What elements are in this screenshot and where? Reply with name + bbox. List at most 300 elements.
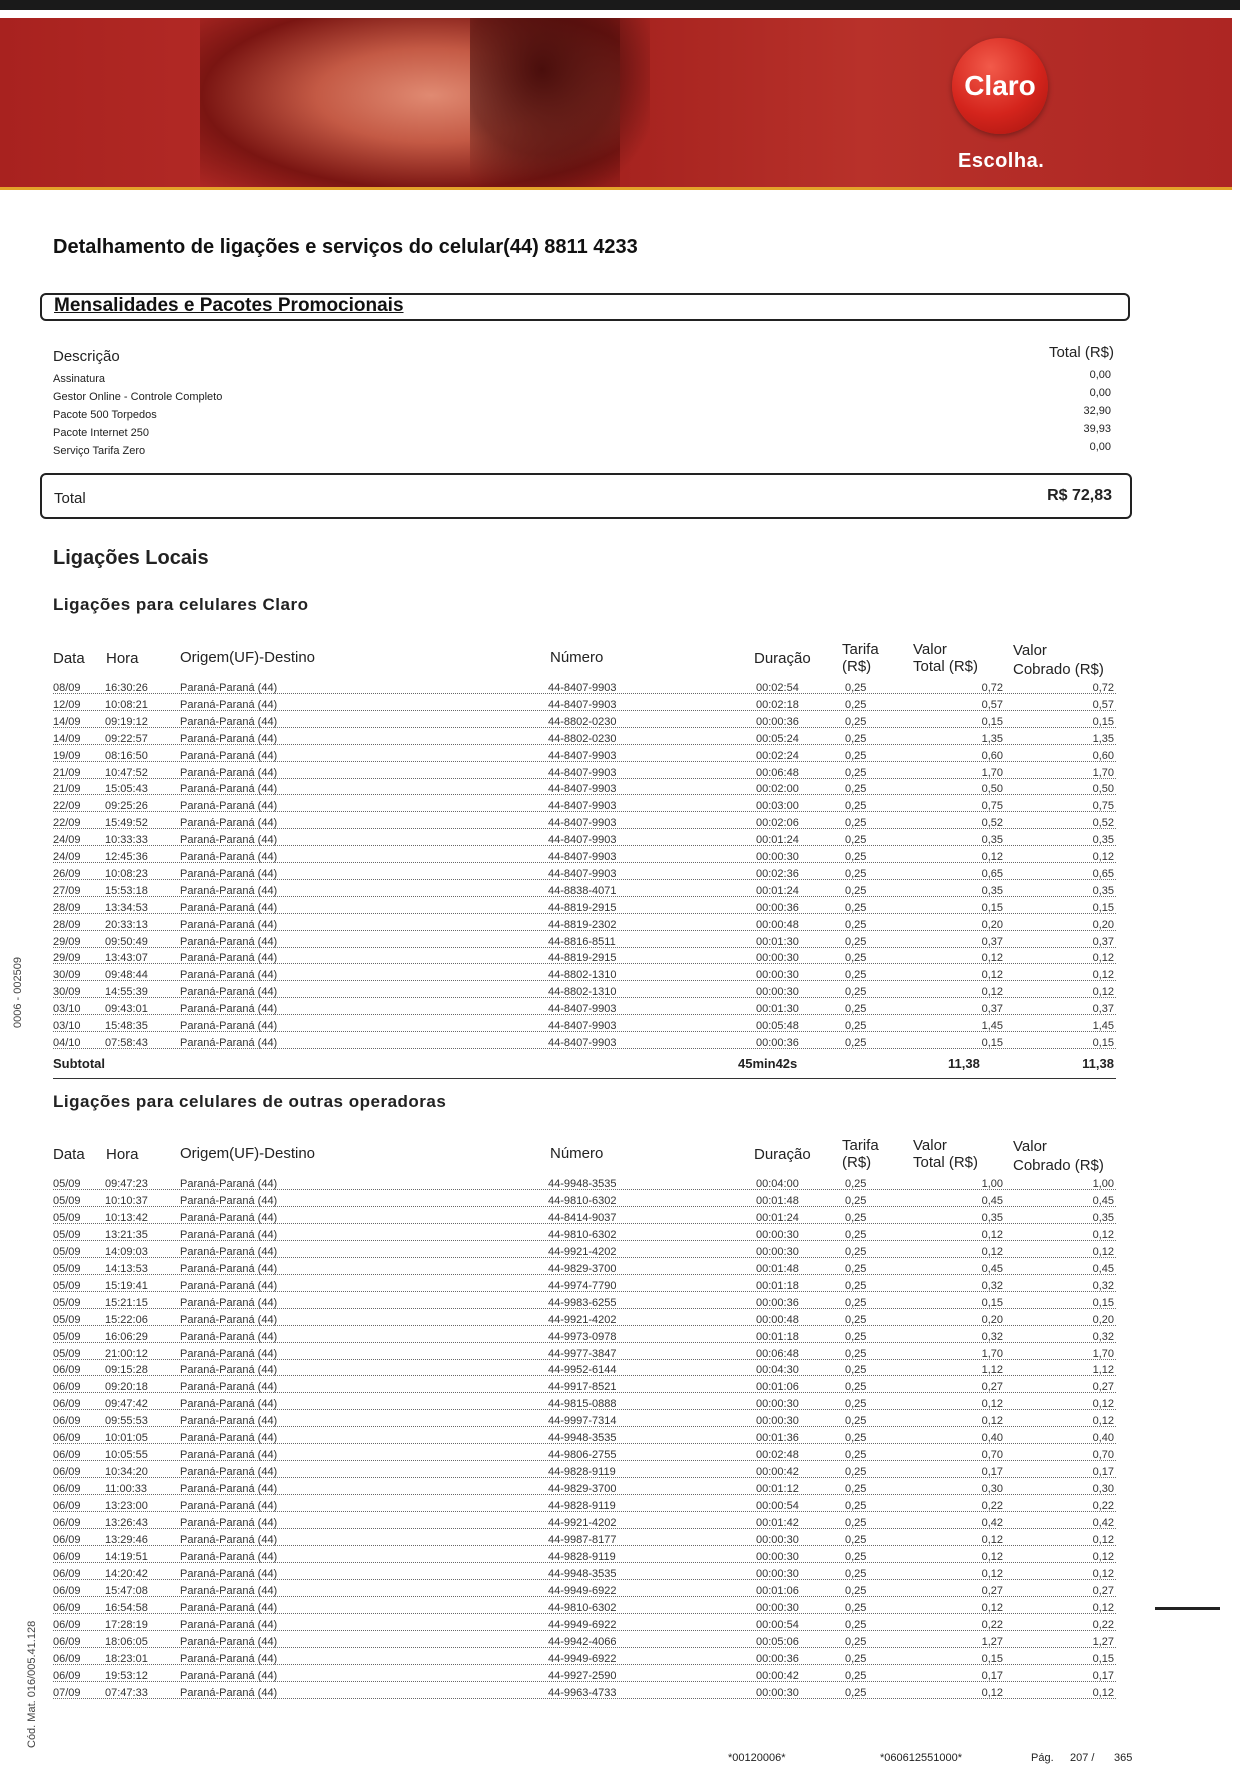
call-rate: 0,25 (845, 1398, 867, 1411)
call-date: 27/09 (53, 884, 81, 897)
call-time: 09:55:53 (105, 1415, 148, 1428)
call-time: 10:08:21 (105, 698, 148, 711)
call-time: 15:48:35 (105, 1020, 148, 1032)
call-duration: 00:01:48 (756, 1194, 799, 1207)
total-label: Total (54, 490, 86, 507)
call-value-total: 0,45 (981, 1262, 1003, 1275)
service-value: 0,00 (1089, 441, 1111, 453)
footer-page: 207 / (1070, 1752, 1095, 1764)
call-route: Paraná-Paraná (44) (180, 918, 278, 931)
call-value-total: 0,70 (981, 1449, 1003, 1462)
call-time: 13:29:46 (105, 1533, 148, 1546)
call-route: Paraná-Paraná (44) (180, 1483, 278, 1496)
call-value-charged: 0,12 (1092, 1601, 1114, 1614)
col-duracao: Duração (754, 650, 811, 667)
call-value-total: 0,20 (981, 1313, 1003, 1326)
service-label: Serviço Tarifa Zero (53, 445, 146, 457)
call-duration: 00:02:36 (756, 867, 799, 880)
call-route: Paraná-Paraná (44) (180, 1635, 278, 1648)
call-route: Paraná-Paraná (44) (180, 1398, 278, 1411)
table-row (53, 984, 1116, 1001)
call-value-total: 0,12 (981, 1567, 1003, 1580)
service-value: 0,00 (1089, 387, 1111, 399)
call-value-total: 0,32 (981, 1330, 1003, 1343)
col-valor-total-top: Valor (913, 1137, 947, 1154)
call-value-total: 0,30 (981, 1483, 1003, 1496)
call-rate: 0,25 (845, 1364, 867, 1377)
call-date: 05/09 (53, 1313, 81, 1326)
call-rate: 0,25 (845, 1601, 867, 1614)
call-rate: 0,25 (845, 1635, 867, 1648)
call-number: 44-9997-7314 (548, 1415, 617, 1428)
call-value-charged: 0,15 (1092, 1036, 1114, 1049)
service-value: 39,93 (1083, 423, 1111, 435)
call-date: 05/09 (53, 1245, 81, 1258)
call-rate: 0,25 (845, 1432, 867, 1445)
call-duration: 00:05:06 (756, 1635, 799, 1648)
col-total: Total (R$) (1048, 344, 1114, 361)
call-value-total: 0,12 (981, 1686, 1003, 1699)
call-route: Paraná-Paraná (44) (180, 851, 278, 863)
call-time: 13:23:00 (105, 1500, 148, 1513)
call-value-charged: 1,27 (1092, 1635, 1114, 1648)
call-rate: 0,25 (845, 1567, 867, 1580)
call-number: 44-9829-3700 (548, 1262, 617, 1275)
table-row (53, 1617, 1116, 1634)
col-hora: Hora (106, 1146, 139, 1163)
call-route: Paraná-Paraná (44) (180, 1381, 278, 1394)
call-duration: 00:02:18 (756, 698, 799, 711)
call-duration: 00:03:00 (756, 800, 799, 813)
call-date: 05/09 (53, 1262, 81, 1275)
call-number: 44-8407-9903 (548, 783, 617, 796)
table-row (53, 1244, 1116, 1261)
call-time: 13:43:07 (105, 952, 148, 965)
call-duration: 00:00:36 (756, 715, 799, 728)
call-time: 14:20:42 (105, 1567, 148, 1580)
call-rate: 0,25 (845, 1178, 867, 1190)
call-date: 06/09 (53, 1364, 81, 1377)
call-value-total: 0,35 (981, 1211, 1003, 1224)
call-number: 44-8407-9903 (548, 682, 617, 694)
call-rate: 0,25 (845, 1669, 867, 1682)
table-row (53, 1498, 1116, 1515)
call-route: Paraná-Paraná (44) (180, 901, 278, 914)
call-route: Paraná-Paraná (44) (180, 834, 278, 847)
call-value-charged: 1,45 (1092, 1020, 1114, 1032)
call-value-total: 0,42 (981, 1517, 1003, 1529)
call-value-total: 1,70 (981, 1347, 1003, 1360)
call-rate: 0,25 (845, 800, 867, 813)
call-duration: 00:01:48 (756, 1262, 799, 1275)
call-date: 22/09 (53, 800, 81, 813)
call-rate: 0,25 (845, 952, 867, 965)
call-route: Paraná-Paraná (44) (180, 1296, 278, 1309)
call-value-charged: 0,57 (1092, 698, 1114, 711)
call-number: 44-8407-9903 (548, 834, 617, 847)
call-date: 05/09 (53, 1194, 81, 1207)
col-data: Data (53, 1146, 85, 1163)
call-route: Paraná-Paraná (44) (180, 1364, 278, 1377)
call-duration: 00:00:48 (756, 918, 799, 931)
call-value-charged: 0,30 (1092, 1483, 1114, 1496)
call-time: 09:43:01 (105, 1003, 148, 1016)
call-duration: 00:02:24 (756, 749, 799, 762)
call-route: Paraná-Paraná (44) (180, 1036, 278, 1049)
call-duration: 00:00:30 (756, 986, 799, 999)
table-row (53, 1018, 1116, 1035)
call-duration: 00:00:30 (756, 851, 799, 863)
total-box (40, 473, 1132, 519)
table-row (53, 950, 1116, 967)
call-duration: 00:00:42 (756, 1669, 799, 1682)
call-route: Paraná-Paraná (44) (180, 1003, 278, 1016)
call-number: 44-9949-6922 (548, 1584, 617, 1597)
call-time: 10:34:20 (105, 1466, 148, 1479)
call-duration: 00:05:24 (756, 732, 799, 745)
call-value-charged: 0,60 (1092, 749, 1114, 762)
call-value-charged: 0,12 (1092, 952, 1114, 965)
call-value-charged: 0,75 (1092, 800, 1114, 813)
call-number: 44-9977-3847 (548, 1347, 617, 1360)
footer-code-2: *060612551000* (880, 1752, 962, 1764)
call-value-charged: 0,12 (1092, 969, 1114, 982)
call-rate: 0,25 (845, 1330, 867, 1343)
call-value-total: 1,35 (981, 732, 1003, 745)
call-number: 44-9948-3535 (548, 1178, 617, 1190)
call-number: 44-9810-6302 (548, 1228, 617, 1241)
call-rate: 0,25 (845, 867, 867, 880)
call-date: 06/09 (53, 1635, 81, 1648)
call-value-charged: 1,00 (1092, 1178, 1114, 1190)
col-tarifa-unit: (R$) (842, 658, 872, 675)
table-row (53, 748, 1116, 765)
call-number: 44-9828-9119 (548, 1500, 616, 1513)
footer-page-label: Pág. (1031, 1752, 1054, 1764)
call-value-charged: 1,35 (1092, 732, 1114, 745)
call-value-total: 0,17 (981, 1466, 1003, 1479)
call-date: 06/09 (53, 1669, 81, 1682)
call-rate: 0,25 (845, 986, 867, 999)
table-row (53, 1651, 1116, 1668)
call-rate: 0,25 (845, 901, 867, 914)
call-value-total: 0,57 (981, 698, 1003, 711)
col-valor-total: Total (R$) (913, 1154, 979, 1171)
table-row (53, 680, 1116, 697)
table-row (53, 1600, 1116, 1617)
call-route: Paraná-Paraná (44) (180, 682, 278, 694)
call-number: 44-8407-9903 (548, 1003, 617, 1016)
call-time: 10:10:37 (105, 1194, 148, 1207)
call-number: 44-9974-7790 (548, 1279, 617, 1292)
call-value-charged: 0,12 (1092, 1398, 1114, 1411)
call-value-total: 0,12 (981, 986, 1003, 999)
call-number: 44-9921-4202 (548, 1245, 617, 1258)
call-duration: 00:00:30 (756, 1398, 799, 1411)
call-value-total: 0,40 (981, 1432, 1003, 1445)
table-row (53, 1515, 1116, 1532)
call-duration: 00:00:36 (756, 901, 799, 914)
call-route: Paraná-Paraná (44) (180, 732, 278, 745)
call-value-charged: 0,50 (1092, 783, 1114, 796)
subtotal-rule (53, 1078, 1116, 1079)
call-value-charged: 1,12 (1092, 1364, 1114, 1377)
call-rate: 0,25 (845, 1228, 867, 1241)
call-value-total: 0,75 (981, 800, 1003, 813)
call-duration: 00:00:30 (756, 1245, 799, 1258)
table-row (53, 866, 1116, 883)
slogan: Escolha. (958, 150, 1045, 172)
call-route: Paraná-Paraná (44) (180, 1500, 278, 1513)
call-value-total: 0,35 (981, 834, 1003, 847)
table-row (53, 731, 1116, 748)
call-rate: 0,25 (845, 1020, 867, 1032)
call-value-charged: 0,42 (1092, 1517, 1114, 1529)
call-time: 15:49:52 (105, 817, 148, 830)
call-number: 44-9828-9119 (548, 1550, 616, 1563)
call-date: 06/09 (53, 1601, 81, 1614)
table-row (53, 1464, 1116, 1481)
table-row (53, 832, 1116, 849)
call-date: 05/09 (53, 1296, 81, 1309)
call-rate: 0,25 (845, 1003, 867, 1016)
service-label: Pacote Internet 250 (53, 427, 150, 439)
table-row (53, 917, 1116, 934)
call-rate: 0,25 (845, 1483, 867, 1496)
call-date: 06/09 (53, 1483, 81, 1496)
call-value-charged: 0,12 (1092, 1567, 1114, 1580)
call-time: 17:28:19 (105, 1618, 148, 1631)
call-value-charged: 0,22 (1092, 1618, 1114, 1631)
call-route: Paraná-Paraná (44) (180, 1228, 278, 1241)
call-duration: 00:01:12 (756, 1483, 799, 1496)
call-time: 11:00:33 (105, 1483, 148, 1496)
call-rate: 0,25 (845, 1415, 867, 1428)
table-row (53, 714, 1116, 731)
subtotal-row (53, 1056, 1116, 1076)
call-rate: 0,25 (845, 766, 867, 779)
call-date: 06/09 (53, 1432, 81, 1445)
call-route: Paraná-Paraná (44) (180, 1584, 278, 1597)
call-route: Paraná-Paraná (44) (180, 1262, 278, 1275)
call-rate: 0,25 (845, 1533, 867, 1546)
call-time: 10:05:55 (105, 1449, 148, 1462)
call-value-charged: 0,12 (1092, 1686, 1114, 1699)
call-time: 15:05:43 (105, 783, 148, 796)
call-date: 30/09 (53, 986, 81, 999)
col-hora: Hora (106, 650, 139, 667)
call-time: 18:23:01 (105, 1652, 148, 1665)
call-date: 04/10 (53, 1036, 81, 1049)
table-row (53, 815, 1116, 832)
call-time: 09:47:23 (105, 1178, 148, 1190)
call-date: 05/09 (53, 1330, 81, 1343)
col-descricao: Descrição (53, 348, 120, 365)
call-duration: 00:04:00 (756, 1178, 799, 1190)
call-duration: 00:01:42 (756, 1517, 799, 1529)
call-value-charged: 0,15 (1092, 901, 1114, 914)
call-date: 06/09 (53, 1584, 81, 1597)
call-duration: 00:02:54 (756, 682, 799, 694)
call-rate: 0,25 (845, 1618, 867, 1631)
subtotal-duration: 45min42s (738, 1056, 798, 1071)
call-number: 44-9942-4066 (548, 1635, 617, 1648)
table-row (53, 1685, 1116, 1702)
subsection-title-claro: Ligações para celulares Claro (53, 595, 309, 614)
call-time: 12:45:36 (105, 851, 148, 863)
call-route: Paraná-Paraná (44) (180, 1347, 278, 1360)
call-date: 29/09 (53, 935, 81, 948)
call-date: 05/09 (53, 1279, 81, 1292)
call-number: 44-8407-9903 (548, 851, 617, 863)
call-date: 26/09 (53, 867, 81, 880)
call-number: 44-9917-8521 (548, 1381, 617, 1394)
call-rate: 0,25 (845, 1517, 867, 1529)
table-row (53, 849, 1116, 866)
call-duration: 00:01:24 (756, 1211, 799, 1224)
call-value-total: 0,12 (981, 952, 1003, 965)
table-row (53, 765, 1116, 782)
call-value-total: 1,45 (981, 1020, 1003, 1032)
table-row (53, 1193, 1116, 1210)
call-date: 22/09 (53, 817, 81, 830)
call-time: 10:08:23 (105, 867, 148, 880)
call-value-charged: 0,70 (1092, 1449, 1114, 1462)
call-number: 44-8407-9903 (548, 1036, 617, 1049)
call-date: 06/09 (53, 1567, 81, 1580)
call-route: Paraná-Paraná (44) (180, 817, 278, 830)
call-value-total: 0,72 (981, 682, 1003, 694)
call-number: 44-8407-9903 (548, 1020, 617, 1032)
call-value-charged: 0,12 (1092, 1245, 1114, 1258)
call-time: 15:53:18 (105, 884, 148, 897)
call-route: Paraná-Paraná (44) (180, 1330, 278, 1343)
call-date: 05/09 (53, 1211, 81, 1224)
service-value: 32,90 (1083, 405, 1111, 417)
call-time: 16:06:29 (105, 1330, 148, 1343)
call-number: 44-8407-9903 (548, 698, 617, 711)
call-rate: 0,25 (845, 1296, 867, 1309)
call-value-charged: 0,12 (1092, 1550, 1114, 1563)
table-row (53, 781, 1116, 798)
table-row (53, 1566, 1116, 1583)
call-duration: 00:00:30 (756, 1567, 799, 1580)
call-rate: 0,25 (845, 851, 867, 863)
call-time: 21:00:12 (105, 1347, 148, 1360)
call-time: 16:30:26 (105, 682, 148, 694)
col-origem: Origem(UF)-Destino (180, 1145, 316, 1162)
call-time: 15:47:08 (105, 1584, 148, 1597)
table-row (53, 934, 1116, 951)
call-time: 07:58:43 (105, 1036, 148, 1049)
total-value: R$ 72,83 (1047, 487, 1112, 504)
call-value-total: 0,12 (981, 969, 1003, 982)
call-rate: 0,25 (845, 732, 867, 745)
call-date: 06/09 (53, 1381, 81, 1394)
call-rate: 0,25 (845, 1313, 867, 1326)
call-date: 14/09 (53, 732, 81, 745)
call-route: Paraná-Paraná (44) (180, 1517, 278, 1529)
call-date: 06/09 (53, 1415, 81, 1428)
call-route: Paraná-Paraná (44) (180, 1669, 278, 1682)
call-duration: 00:00:30 (756, 1550, 799, 1563)
call-duration: 00:00:36 (756, 1652, 799, 1665)
call-value-charged: 0,15 (1092, 715, 1114, 728)
call-number: 44-9973-0978 (548, 1330, 617, 1343)
table-row (53, 1413, 1116, 1430)
call-value-total: 0,12 (981, 1398, 1003, 1411)
footer-code-1: *00120006* (728, 1752, 786, 1764)
call-value-total: 0,52 (981, 817, 1003, 830)
call-number: 44-8819-2302 (548, 918, 617, 931)
call-date: 06/09 (53, 1550, 81, 1563)
call-route: Paraná-Paraná (44) (180, 952, 278, 965)
call-value-total: 0,27 (981, 1381, 1003, 1394)
banner-accent-line (0, 187, 1232, 190)
call-number: 44-9921-4202 (548, 1517, 617, 1529)
call-value-total: 0,12 (981, 1245, 1003, 1258)
call-duration: 00:02:48 (756, 1449, 799, 1462)
call-time: 14:13:53 (105, 1262, 148, 1275)
call-route: Paraná-Paraná (44) (180, 1432, 278, 1445)
header-banner (0, 18, 1232, 190)
call-duration: 00:06:48 (756, 766, 799, 779)
call-value-charged: 0,72 (1092, 682, 1114, 694)
call-number: 44-9987-8177 (548, 1533, 617, 1546)
call-route: Paraná-Paraná (44) (180, 800, 278, 813)
call-duration: 00:01:30 (756, 935, 799, 948)
call-value-charged: 0,35 (1092, 834, 1114, 847)
call-route: Paraná-Paraná (44) (180, 1652, 278, 1665)
call-date: 29/09 (53, 952, 81, 965)
table-row (53, 1210, 1116, 1227)
table-row (53, 798, 1116, 815)
call-route: Paraná-Paraná (44) (180, 1279, 278, 1292)
call-value-total: 0,12 (981, 1415, 1003, 1428)
call-rate: 0,25 (845, 1466, 867, 1479)
call-number: 44-8802-0230 (548, 715, 617, 728)
table-row (53, 1329, 1116, 1346)
call-time: 14:19:51 (105, 1550, 148, 1563)
call-value-total: 0,35 (981, 884, 1003, 897)
call-duration: 00:00:30 (756, 969, 799, 982)
table-row (53, 1430, 1116, 1447)
call-number: 44-9949-6922 (548, 1618, 617, 1631)
call-number: 44-9948-3535 (548, 1567, 617, 1580)
side-code: 0006 - 002509 (12, 957, 24, 1028)
banner-photo-shadow (470, 18, 650, 190)
table-row (53, 1447, 1116, 1464)
call-route: Paraná-Paraná (44) (180, 1449, 278, 1462)
call-number: 44-8407-9903 (548, 800, 617, 813)
call-duration: 00:00:54 (756, 1618, 799, 1631)
subtotal-total: 11,38 (948, 1056, 980, 1071)
call-rate: 0,25 (845, 1036, 867, 1049)
call-date: 28/09 (53, 901, 81, 914)
call-value-charged: 0,32 (1092, 1330, 1114, 1343)
call-duration: 00:00:30 (756, 1686, 799, 1699)
table-row (53, 1295, 1116, 1312)
call-time: 13:34:53 (105, 901, 148, 914)
table-row (53, 1312, 1116, 1329)
call-route: Paraná-Paraná (44) (180, 715, 278, 728)
call-time: 16:54:58 (105, 1601, 148, 1614)
call-route: Paraná-Paraná (44) (180, 1618, 278, 1631)
call-value-total: 0,20 (981, 918, 1003, 931)
call-rate: 0,25 (845, 1584, 867, 1597)
call-date: 28/09 (53, 918, 81, 931)
col-origem: Origem(UF)-Destino (180, 649, 316, 666)
